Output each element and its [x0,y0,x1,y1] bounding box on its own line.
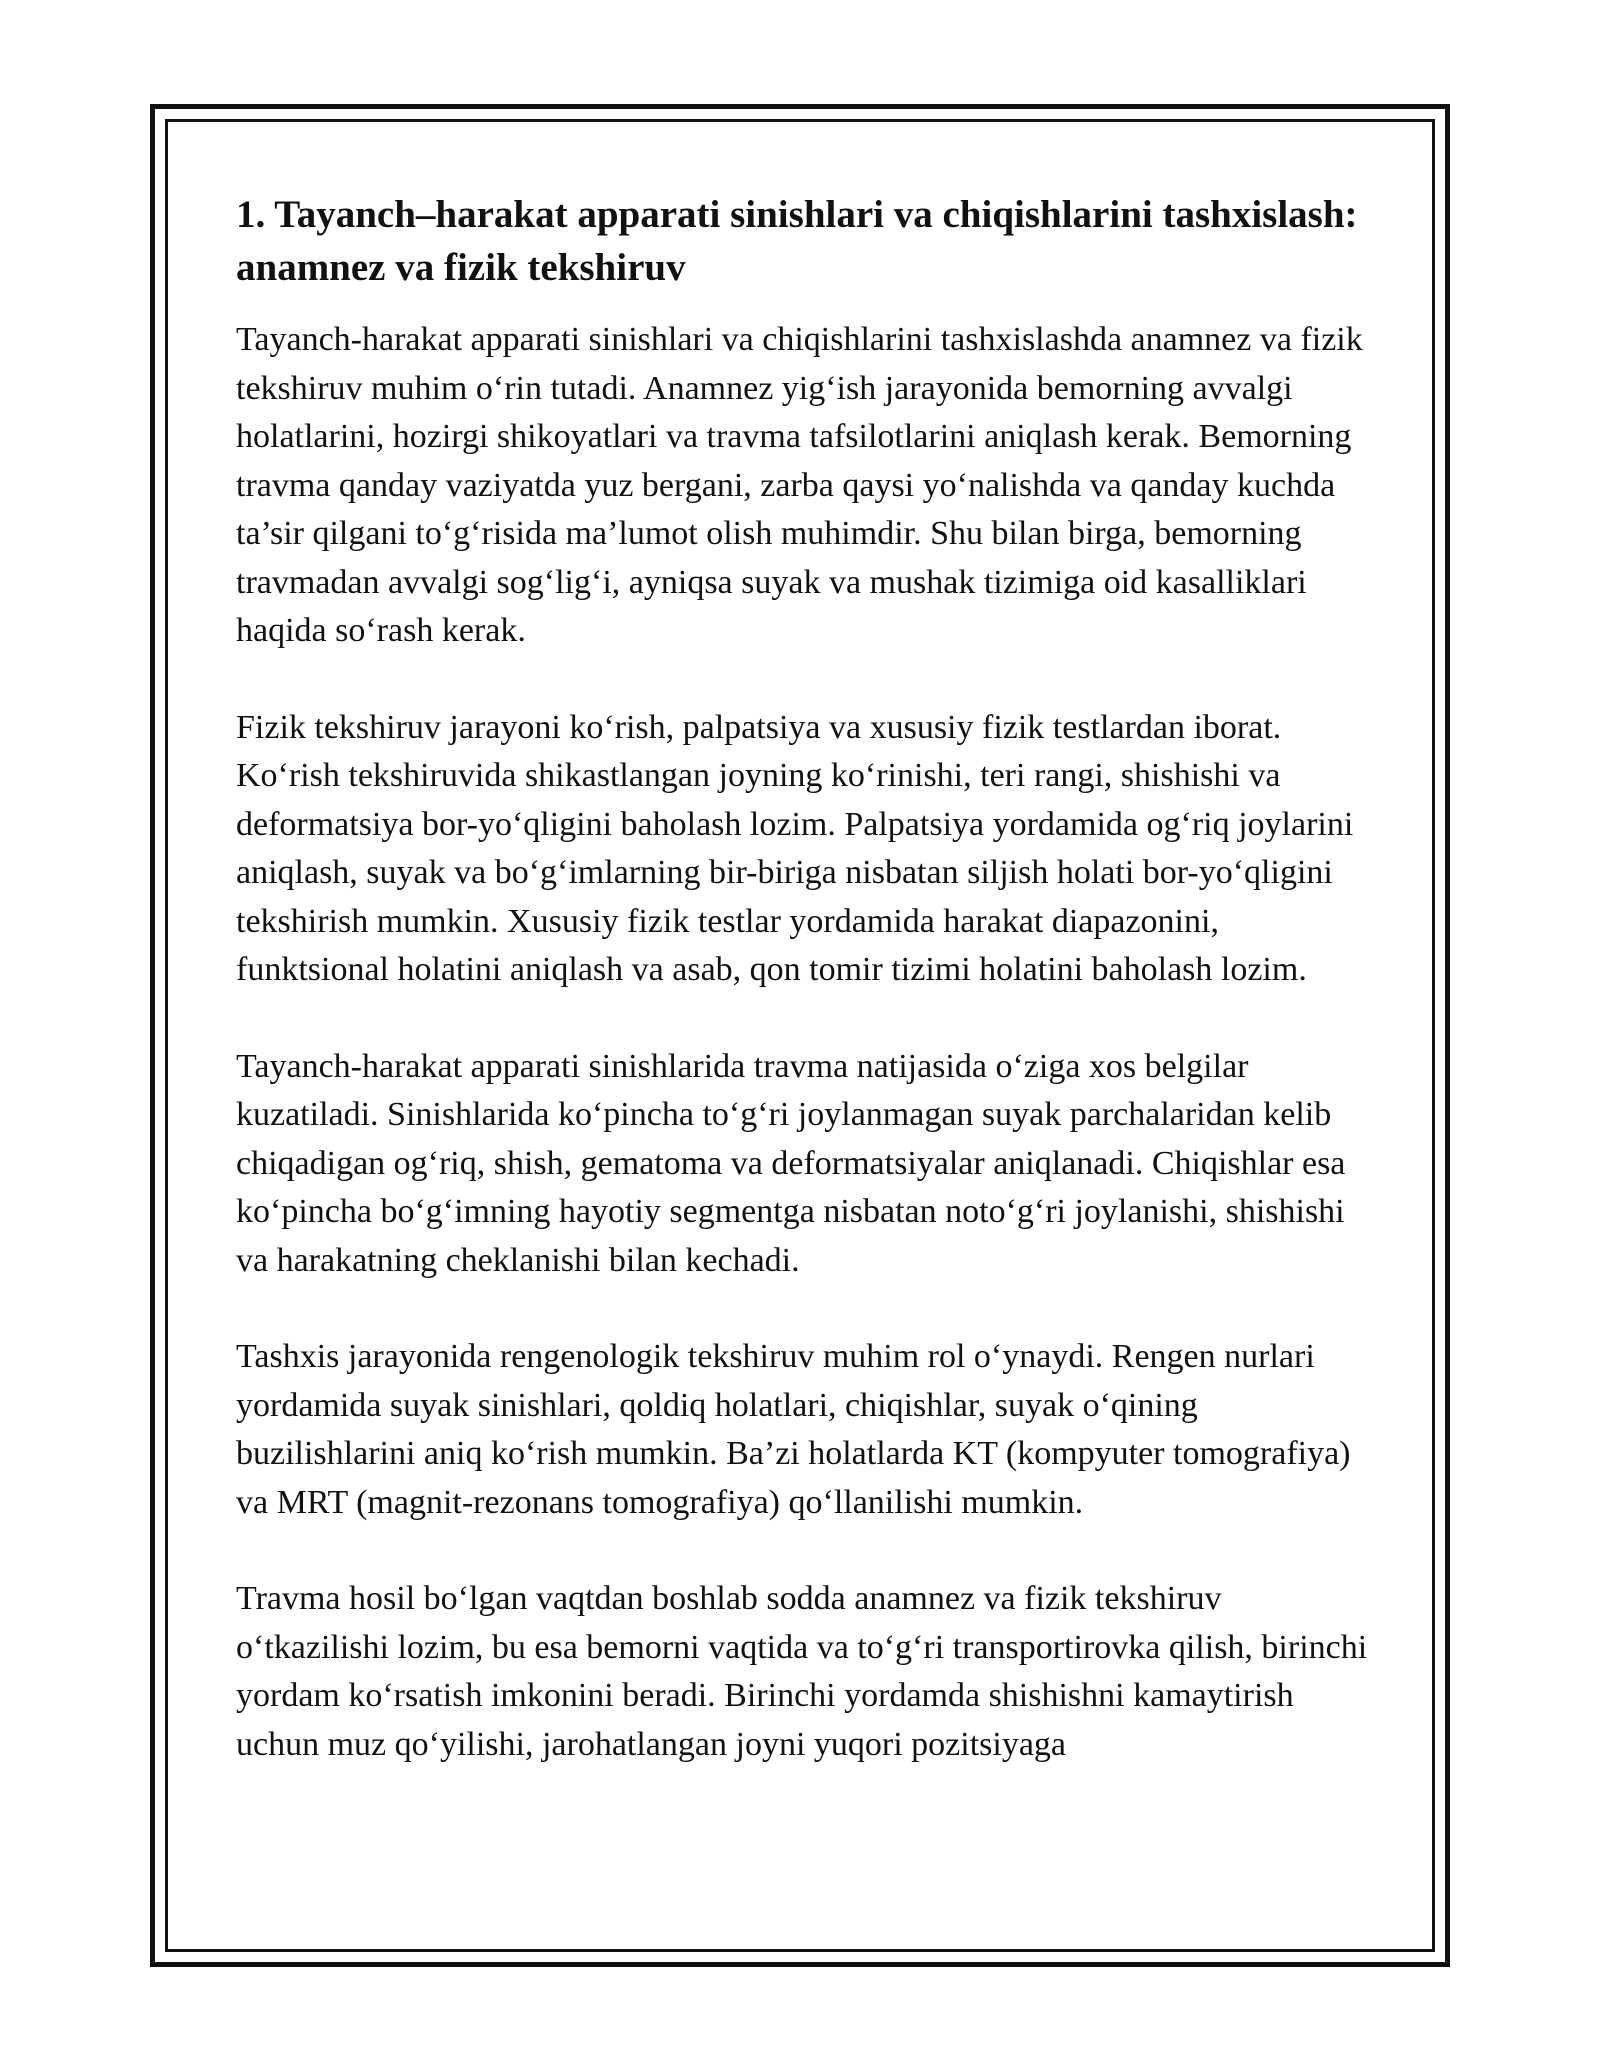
paragraph-physical-exam: Fizik tekshiruv jarayoni ko‘rish, palpatsiya va xususiy fizik testlardan iborat. Ko‘rish tekshiruvida shikastlangan joyning ko‘rinishi, teri rangi, shishishi va deformatsiya bor-yo‘qligini baholash lozim. Palpatsiya yordamida og‘riq joylarini aniqlash, suyak va bo‘g‘imlarning bir-biriga nisbatan siljish holati bor-yo‘qligini tekshirish mumkin. Xususiy fizik testlar yordamida harakat diapazonini, funktsional holatini aniqlash va asab, qon tomir tizimi holatini baholash lozim. [236,708,1354,988]
paragraph-radiology: Tashxis jarayonida rengenologik tekshiruv muhim rol o‘ynaydi. Rengen nurlari yordamida suyak sinishlari, qoldiq holatlari, chiqishlar, suyak o‘qining buzilishlarini aniq ko‘rish mumkin. Ba’zi holatlarda KT (kompyuter tomografiya) va MRT (magnit-rezonans tomografiya) qo‘llanilishi mumkin. [236,1338,1351,1521]
section-title: 1. Tayanch–harakat apparati sinishlari va chiqishlarini tashxislash: anamnez va fizik tekshiruv [236,193,1358,289]
document-body [236,188,1376,1817]
paragraph-anamnesis: Tayanch-harakat apparati sinishlari va chiqishlarini tashxislashda anamnez va fizik tekshiruv muhim o‘rin tutadi. Anamnez yig‘ish jarayonida bemorning avvalgi holatlarini, hozirgi shikoyatlari va travma tafsilotlarini aniqlash kerak. Bemorning travma qanday vaziyatda yuz bergani, zarba qaysi yo‘nalishda va qanday kuchda ta’sir qilgani to‘g‘risida ma’lumot olish muhimdir. Shu bilan birga, bemorning travmadan avvalgi sog‘lig‘i, ayniqsa suyak va mushak tizimiga oid kasalliklari haqida so‘rash kerak. [236,321,1363,649]
paragraph-fracture-signs: Tayanch-harakat apparati sinishlarida travma natijasida o‘ziga xos belgilar kuzatiladi. Sinishlarida ko‘pincha to‘g‘ri joylanmagan suyak parchalaridan kelib chiqadigan og‘riq, shish, gematoma va deformatsiyalar aniqlanadi. Chiqishlar esa ko‘pincha bo‘g‘imning hayotiy segmentga nisbatan noto‘g‘ri joylanishi, shishishi va harakatning cheklanishi bilan kechadi. [236,1047,1346,1279]
paragraph-first-aid: Travma hosil bo‘lgan vaqtdan boshlab sodda anamnez va fizik tekshiruv o‘tkazilishi lozim, bu esa bemorni vaqtida va to‘g‘ri transportirovka qilish, birinchi yordam ko‘rsatish imkonini beradi. Birinchi yordamda shishishni kamaytirish uchun muz qo‘yilishi, jarohatlangan joyni yuqori pozitsiyaga [236,1580,1368,1763]
